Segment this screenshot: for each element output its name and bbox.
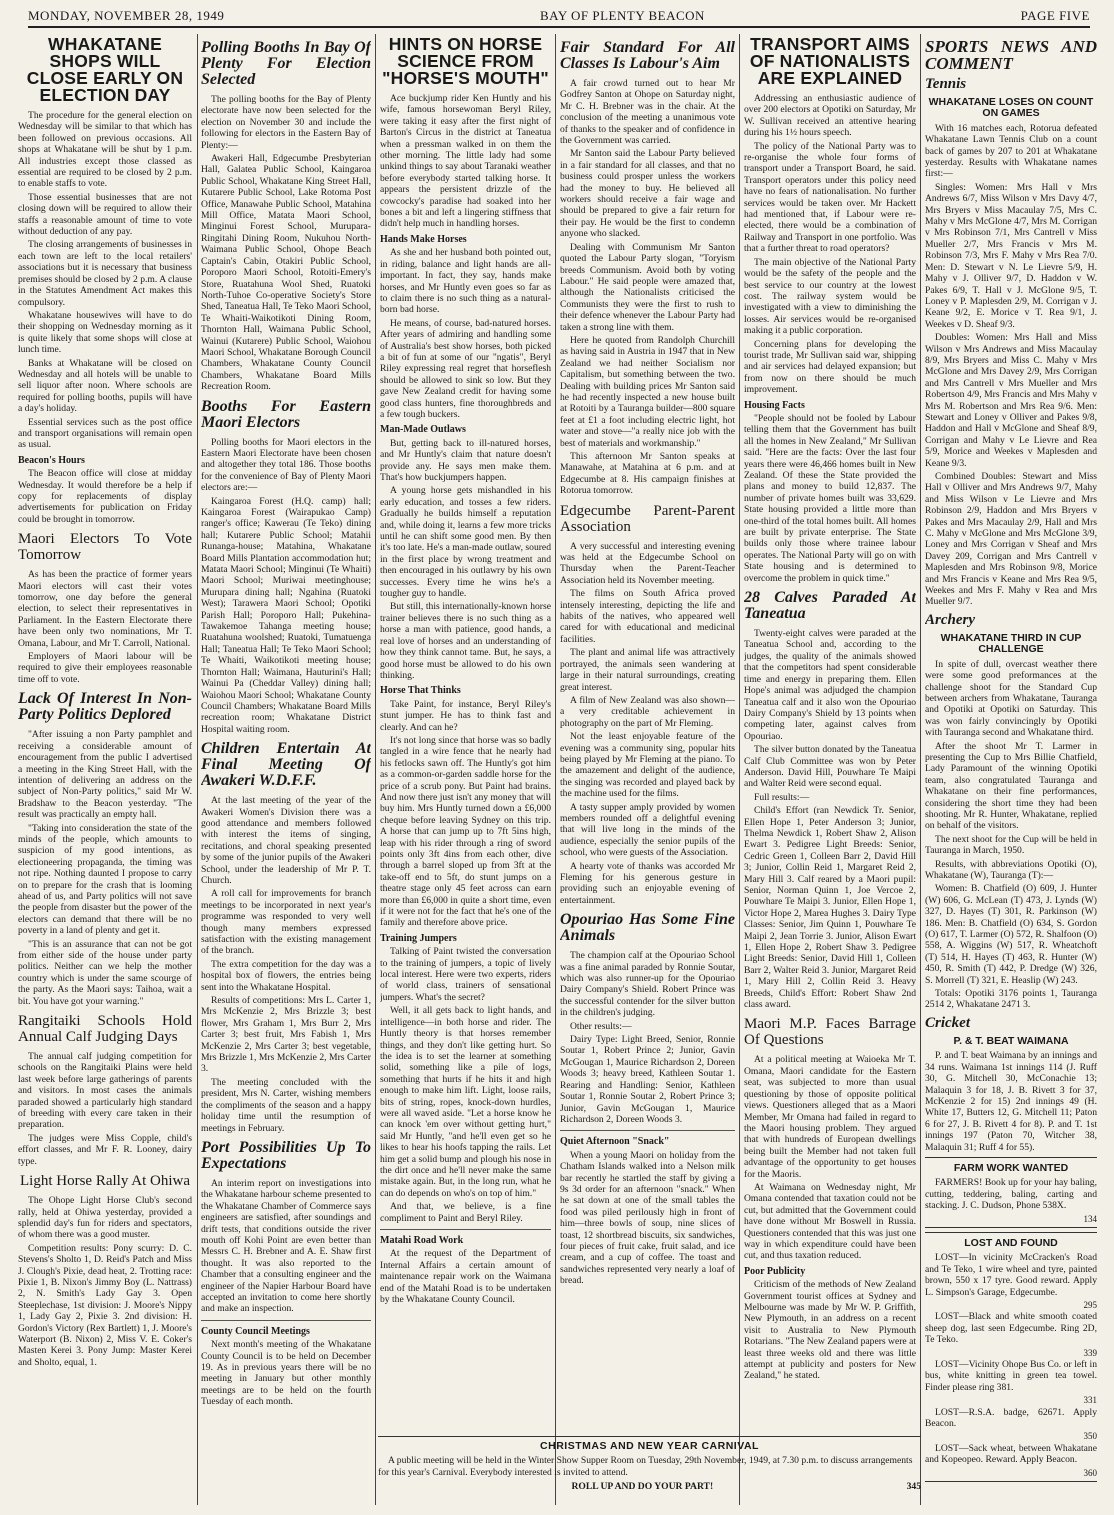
article-paragraph: Next month's meeting of the Whakatane County Council is to be held on December 19. As in previous years there will be no meeting in January but other monthly meetings are to be held on the fourth Tuesday of each month. [201, 1339, 371, 1408]
subheading: Man-Made Outlaws [380, 424, 466, 436]
article-paragraph: When a young Maori on holiday from the Chatham Islands walked into a Nelson milk bar recently he startled the staff by giving a 9s 3d order for an afternoon "snack." When he sat down at one of the small tables the food was piled perilously high in front of him—three bowls of soup, nine slices of toast, 12 shortbread biscuits, six sandwiches, four pieces of fruit cake, fruit salad, and ice cream, and a cup of coffee. The toast and sandwiches represented very nearly a loaf of bread. [560, 1149, 735, 1287]
article-paragraph: The closing arrangements of businesses in each town are left to the local retailers' associations but it is necessary that business premises should be closed by 2 p.m. A clause in the Statutes Amendment Act makes this compulsory. [18, 239, 192, 308]
article-paragraph: But, getting back to ill-natured horses, and Mr Huntly's claim that nature doesn't provide any. He says men make them. That's how buckjumpers happen. [380, 437, 551, 483]
article-headline: Fair Standard For All Classes Is Labour's Aim [560, 39, 735, 72]
article-paragraph: Twenty-eight calves were paraded at the Taneatua School and, according to the judges, the quality of the animals showed that the competitors had spent considerable time and energy in preparing them. Ellen Hope's animal was adjudged the champion Taneatua calf and it also won the Opouriao Dairy Company's Shield by 13 points when competing later, against calves from Opouriao. [744, 628, 916, 742]
article-headline: Opouriao Has Some Fine Animals [560, 911, 735, 945]
article-paragraph: At a political meeting at Waioeka Mr T. Omana, Maori candidate for the Eastern seat, was subjected to more than usual questioning by those of opposite political views. Questioners alleged that as a Maori Member, Mr Omana had failed in regard to the Maori housing problem. They argued that with hundreds of European dwellings being built the Member had not taken full advantage of the opportunity to get houses for the Maoris. [744, 1054, 916, 1180]
article-paragraph: Results of competitions: Mrs L. Carter 1, Mrs McKenzie 2, Mrs Brizzle 3; best flower, Mrs Graham 1, Mrs Burr 2, Mrs Carter 3; best fruit, Mrs Fabish 1, Mrs McKenzie 2, Mrs Carter 3; best vegetable, Mrs Brizzle 1, Mrs McKenzie 2, Mrs Carter 3. [201, 995, 371, 1075]
article-paragraph: Kaingaroa Forest (H.Q. camp) hall; Kaingaroa Forest (Wairapukao Camp) ranger's office; Kawerau (Te Teko) dining hall; Kutarere Public School; Matahii Runanga-house; Matahina, Whakatane Board Mills Plantation accommodation hut; Matata Maori School; Minginui (Te Whaiti) Maori School; Muriwai meetinghouse; Murupara dining hall; Ngahina (Ruatoki West); Tarawera Maori School; Opotiki Parish Hall; Poroporo Hall; Pukehina-Tawakemoe Tahanga meeting house; Ruatahuna woolshed; Ruatoki, Tumatuenga Hall; Taneatua Hall; Te Teko Maori School; Te Whaiti, Waikotikoti meeting house; Thornton Hall; Waimana, Hauturini's Hall; Wainui Pa (Cheddar Valley) dining hall; Waiohou Maori School; Whakatane County Council Chambers; Whakatane Board Mills recreation room; Whakatane District Hospital waiting room. [201, 495, 371, 735]
article-paragraph: Competition results: Pony scurry: D. C. Stevens's Sholto 1, D. Reid's Patch and Miss J. Clough's Pixie, dead heat, 2. Trotting race: Pixie 1, B. Nixon's Jimmy Boy (L. Nattrass) 2, N. Smith's Lady Gay 3. Open Steeplechase, 1st division: J. Moore's Nippy 1, Lady Gay 2, Pixie 3. 2nd division: H. Gordon's Victory (Rex Bartlett) 1, J. Moore's Waterport (B. Nixon) 2, Miss V. E. Coker's Masten Kerei 3. Pony Jump: Master Kerei and Sholto, equal, 1. [18, 1242, 192, 1368]
paper-name: BAY OF PLENTY BEACON [539, 8, 705, 23]
article-paragraph: With 16 matches each, Rotorua defeated Whakatane Lawn Tennis Club on a count back of games by 207 to 201 at Whakatane yesterday. Results with Whakatane names first:— [925, 122, 1097, 180]
article-paragraph: Talking of Paint twisted the conversation to the training of jumpers, a topic of lively local interest. Here were two experts, riders of world class, trainers of sensational jumpers. What's the secret? [380, 946, 551, 1003]
article-paragraph: This afternoon Mr Santon speaks at Manawahe, at Matahina at 6 p.m. and at Edgecumbe at 8. His campaign finishes at Rotorua tomorrow. [560, 451, 735, 497]
article-paragraph: The Ohope Light Horse Club's second rally, held at Ohiwa yesterday, provided a splendid day's fun for riders and spectators, of whom there was a good muster. [18, 1195, 192, 1241]
article-paragraph: A tasty supper amply provided by women members rounded off a delightful evening that will live long in the minds of the audience, especially the senior pupils of the school, who were guests of the Association. [560, 801, 735, 859]
article-paragraph: Singles: Women: Mrs Hall v Mrs Andrews 6/7, Miss Wilson v Mrs Davy 4/7, Mrs Bryers v Miss Macaulay 7/5, Mrs C. Mahy v Mrs McGlone 4/7, Mrs M. Corrigan v Mrs Robinson 7/1, Mrs Cantrell v Miss Mueller 2/7, Mrs Francis v Mrs M. Robinson 7/3, Mrs F. Mahy v Mrs Rea 7/0. Men: D. Stewart v N. Le Lievre 5/9, H. Mahy v J. Olliver 9/7, D. Haddon v W. Pakes 6/9, T. Hall v J. McGlone 9/5, T. Loney v P. Maplesden 2/9, M. Corrigan v J. Keane 9/2, E. Morice v T. Rea 9/1, J. Weekes v D. Sheaf 9/3. [925, 181, 1097, 330]
article-headline: 28 Calves Paraded At Taneatua [744, 589, 916, 623]
page-number: PAGE FIVE [1020, 8, 1090, 23]
article-headline: Light Horse Rally At Ohiwa [20, 1173, 190, 1190]
article-headline: Polling Booths In Bay Of Plenty For Election Selected [201, 39, 371, 88]
column-5 [744, 34, 916, 1505]
ad-ref: 295 [1083, 1300, 1097, 1310]
article-paragraph: The plant and animal life was attractively portrayed, the animals seen wandering at large in their natural surroundings, creating great interest. [560, 647, 735, 693]
article-paragraph: A roll call for improvements for branch meetings to be incorporated in next year's programme was responded to very well though many members expressed satisfaction with the existing management of the branch. [201, 888, 371, 957]
divider [560, 1130, 735, 1131]
ad-heading: FARM WORK WANTED [953, 1161, 1069, 1174]
article-paragraph: The Beacon office will close at midday Wednesday. It would therefore be a help if copy for replacements of display advertisements for publication on Friday could be brought in tomorrow. [18, 468, 192, 525]
article-paragraph: A young horse gets mishandled in his early education, and tosses a few riders. Gradually he builds himself a reputation and, while doing it, learns a few more tricks until he can shift some good men. By then it's too late. He's a man-made outlaw, soured in the first place by wrong treatment and then encouraged in his outlawry by his own successes. Every time he wins he's a tougher guy to handle. [380, 485, 551, 600]
article-paragraph: A very successful and interesting evening was held at the Edgecumbe School on Thursday when the Parent-Teacher Association held its November meeting. [560, 540, 735, 586]
article-paragraph: Take Paint, for instance, Beryl Riley's stunt jumper. He has to think fast and clearly. And can he? [380, 698, 551, 733]
column-rule [920, 34, 921, 1505]
divider [201, 1320, 371, 1321]
article-paragraph: The meeting concluded with the president, Mrs N. Carter, wishing members the compliments of the season and a happy holiday time until the resumption of meetings in February. [201, 1076, 371, 1134]
article-paragraph: Essential services such as the post office and transport organisations will remain open as usual. [18, 416, 192, 451]
article-paragraph: The annual calf judging competition for schools on the Rangitaiki Plains were held last week before large gatherings of parents and visitors. In most cases the animals paraded showed a particularly high standard of breeding with every care taken in their preparation. [18, 1051, 192, 1131]
article-headline: Lack Of Interest In Non-Party Politics Deplored [18, 690, 192, 724]
article-paragraph: Addressing an enthusiastic audience of over 200 electors at Opotiki on Saturday, Mr W. Sullivan received an attentive hearing during his 1½ hours speech. [744, 93, 916, 139]
article-paragraph: Whakatane housewives will have to do their shopping on Wednesday morning as it is quite likely that some shops will close at lunch time. [18, 309, 192, 356]
article-headline: Rangitaiki Schools Hold Annual Calf Judging Days [18, 1013, 192, 1046]
classified-ad [925, 1232, 1097, 1482]
section-heading: SPORTS NEWS AND COMMENT [925, 37, 1097, 73]
article-paragraph: The champion calf at the Opouriao School was a fine animal paraded by Ronnie Soutar, which was also runner-up for the Opouriao Dairy Company's Shield. Robert Prince was the successful contender for the silver button in the children's judging. [560, 950, 735, 1019]
article-headline: Booths For Eastern Maori Electors [201, 397, 371, 431]
article-paragraph: A hearty vote of thanks was accorded Mr Fleming for his generous gesture in providing such an enjoyable evening of entertainment. [560, 860, 735, 906]
article-paragraph: The main objective of the National Party would be the safety of the people and the best service to our country at the lowest cost. The railway system would be investigated with a view to diminishing the losses. Air services would be re-organised making it a public corporation. [744, 256, 916, 337]
article-paragraph: In spite of dull, overcast weather there were some good preformances at the challenge shoot for the Standard Cup between archers from Whakatane, Tauranga and Opotiki at Opotiki on Saturday. This was won fairly convincingly by Opotiki with Tauranga second and Whakatane third. [925, 658, 1097, 739]
article-paragraph: It's not long since that horse was so badly tangled in a wire fence that he nearly had his fetlocks sawn off. The Huntly's got him as a common-or-garden saddle horse for the price of a scrub pony. But Paint had brains. And now there just isn't any money that will buy him. Mrs Huntly turned down a £6,000 cheque before leaving Sydney on this trip. A horse that can jump up to 7ft 5ins high, leap with his rider through a ring of sword points only 3ft 4ins from each other, dive through a barrel sloped up from 3ft at the take-off end to 5ft, do stunt jumps on a theatre stage only 45 feet across can earn more than £6,000 in quite a short time, even if it were not for the fact that he's one of the family and therefore above price. [380, 734, 551, 929]
article-headline: TRANSPORT AIMS OF NATIONALISTS ARE EXPLAINED [749, 34, 911, 88]
article-paragraph: Banks at Whakatane will be closed on Wednesday and all hotels will be unable to sell liquor after noon. Where schools are required for polling booths, pupils will have a day's holiday. [18, 357, 192, 415]
article-paragraph: Doubles: Women: Mrs Hall and Miss Wilson v Mrs Andrews and Miss Macaulay 8/9, Mrs Bryers and Miss C. Mahy v Mrs McGlone and Mrs Davey 2/9, Mrs Corrigan and Mrs Cantrell v Mrs Mueller and Mrs Robertson 4/9, Mrs Francis and Mrs Mahy v Mrs M. Robertson and Mrs Rea 9/6. Men: Stewart and Loney v Olliver and Pakes 9/8, Haddon and Hall v McGlone and Sheaf 8/9, Corrigan and Mahy v Le Lievre and Rea 5/9, Morice and Weekes v Maplesden and Keane 9/3. [925, 332, 1097, 469]
article-paragraph: "After issuing a non Party pamphlet and receiving a considerable amount of encouragement from the public I advertised a meeting in the King Street Hall, with the intention of delivering an address on the subject of Non-Party politics," said Mr W. Bradshaw to the Beacon yesterday. "The result was practically an empty hall. [18, 729, 192, 821]
ad-text: LOST—Black and white smooth coated sheep dog, last seen Edgecumbe. Ring 2D, Te Teko. [925, 1311, 1097, 1346]
notice-footer [378, 1481, 921, 1492]
column-rule [739, 34, 740, 1505]
ad-heading: LOST AND FOUND [964, 1236, 1058, 1249]
issue-date: MONDAY, NOVEMBER 28, 1949 [28, 8, 225, 23]
article-paragraph: Child's Effort (ran Newdick Tr. Senior, Ellen Hope 1, Peter Anderson 3; Junior, Thelma Newdick 1, Robert Shaw 2, Alison Ewart 3. Pedigree Light Breeds: Senior, Cedric Green 1, Colleen Barr 2, David Hill 3; Junior, Collin Reid 1, Margaret Reid 2, Mary Hill 3. Calf reared by a Maori pupil: Senior, Norman Quinn 1, Joe Vercoe 2, Pouwhare Te Maipi 3. Junior, Ellen Hope 1, Victor Hope 2, Marea Hughes 3. Dairy Type Classes: Senior, Jim Quinn 1, Pouwhare Te Maipi 2, Jean Torrie 3. Junior, Alison Ewart 1, Ellen Hope 2, Robert Shaw 3. Pedigree Light Breeds: Senior, David Hill 1, Colleen Barr 2, Walter Reid 3. Junior, Margaret Reid 1, Mary Hill 2, Collin Reid 3. Heavy Breeds, Child's Effort: Robert Shaw 2nd class award. [744, 805, 916, 1011]
article-paragraph: Here he quoted from Randolph Churchill as having said in Austria in 1947 that in New Zealand we had neither Socialism nor Capitalism, but something between the two. Dealing with building prices Mr Santon said he had recently inspected a new house built at Rotoiti by a Tauranga builder—800 square feet at £1 a foot including electric light, hot water and stove—"a really nice job with the best of materials and workmanship." [560, 334, 735, 449]
article-paragraph: The next shoot for the Cup will be held in Tauranga in March, 1950. [925, 833, 1097, 857]
ad-ref: 331 [1083, 1395, 1097, 1406]
article-headline: Maori M.P. Faces Barrage Of Questions [744, 1016, 916, 1049]
sport-heading: Tennis [925, 76, 967, 92]
article-paragraph: Combined Doubles: Stewart and Miss Hall v Olliver and Mrs Andrews 9/7, Mahy and Miss Wilson v Le Lievre and Mrs Robinson 2/9, Haddon and Mrs Bryers v Pakes and Mrs Macaulay 2/9, Hall and Mrs C. Mahy v McGlone and Mrs McGlone 3/9, Loney and Mrs Corrigan v Sheaf and Mrs Davey 209, Corrigan and Mrs Cantrell v Maplesden and Mrs Robinson 9/8, Morice and Mrs Francis v Keane and Mrs Rea 9/5, Weekes and Mrs F. Mahy v Rea and Mrs Mueller 9/7. [925, 471, 1097, 608]
article-paragraph: Polling booths for Maori electors in the Eastern Maori Electorate have been chosen and altogether they total 186. Those booths for the convenience of Bay of Plenty Maori electors are:— [201, 436, 371, 494]
masthead [28, 8, 1090, 28]
article-headline: WHAKATANE SHOPS WILL CLOSE EARLY ON ELECTION DAY [26, 34, 184, 105]
article-paragraph: Well, it all gets back to light hands, and intelligence—in both horse and rider. The Huntly theory is that horses remember things, and they don't like getting hurt. So the idea is to set the learner at something solid, something like a pile of logs, something that hurts if he hits it and high enough to make him lift. Light, loose rails, bits of string, ropes, knock-down hurdles, were all waved aside. "Let a horse know he can knock 'em over without getting hurt," said Mr Huntly, "and he'll even get so he likes to hear his hoofs tapping the rails. Let him get a solid bump and plough his nose in the dirt once and he'll never make the same mistake again. But, in the long run, what he can do depends on who's on top of him." [380, 1005, 551, 1199]
column-3 [380, 34, 551, 1505]
article-paragraph: Dairy Type: Light Breed, Senior, Ronnie Soutar 1, Robert Prince 2; Junior, Gavin McGougan 1, Maurice Richardson 2, Doreen Woods 3; heavy breed, Kathleen Soutar 1. Rearing and Handling: Senior, Kathleen Soutar 1, Ronnie Soutar 2, Robert Prince 3; Junior, Gavin McGougan 1, Maurice Richardson 2, Doreen Woods 3. [560, 1034, 735, 1125]
sport-heading: Archery [925, 611, 975, 628]
article-paragraph: Employers of Maori labour will be required to give their employees reasonable time off to vote. [18, 651, 192, 685]
ad-ref: 134 [1083, 1213, 1097, 1224]
article-paragraph: Ace buckjump rider Ken Huntly and his wife, famous horsewoman Beryl Riley, were taking it easy after the first night of Barton's Circus in the district at Taneatua when a pressman walked in on them the other morning. The little lady had some unkind things to say about Taranaki weather before everybody started talking horse. It appears the persistent drizzle of the cowcocky's paradise had soaked into her bones a bit and left a lingering stiffness that didn't help much in handling horses. [380, 93, 551, 230]
subheading: Training Jumpers [380, 932, 457, 944]
subheading: Beacon's Hours [18, 454, 85, 466]
article-paragraph: Mr Santon said the Labour Party believed in a fair standard for all classes, and that no business could prosper unless the workers had the money to buy. He believed all workers should receive a fair wage and should be prepared to give a fair return for their pay. He would be the first to condemn anyone who slacked. [560, 148, 735, 240]
subheading: County Council Meetings [201, 1325, 310, 1337]
article-paragraph: The judges were Miss Copple, child's effort classes, and Mr F. R. Looney, dairy type. [18, 1132, 192, 1167]
article-paragraph: As has been the practice of former years Maori electors will cast their votes tomorrow, one day before the general election, to select their representatives in Parliament. In the Eastern Electorate there have been only two nominations, Mr T. Omana, Labour, and Mr T. Carroll, National. [18, 569, 192, 649]
article-paragraph: "Taking into consideration the state of the minds of the people, which amounts to suspicion of my good intentions, as electioneering propaganda, the timing was not ripe. Nothing daunted I propose to carry on to prepare for the crash that is looming ahead of us, and Party politics will not save the people from disaster but the power of the electors can demand that there will be no poverty in a land of plenty and get it. [18, 822, 192, 937]
notice-ref: 345 [906, 1481, 921, 1493]
notice-text: A public meeting will be held in the Winter Show Supper Room on Tuesday, 29th November, 1949, at 7.30 p.m. to discuss arrangements for this year's Carnival. Everybody interested is invited to attend. [378, 1455, 913, 1478]
classified-ad [925, 1157, 1097, 1228]
subheading: Matahi Road Work [380, 1235, 464, 1246]
article-headline: HINTS ON HORSE SCIENCE FROM "HORSE'S MOUTH" [382, 34, 549, 88]
column-rule [197, 34, 198, 1505]
article-paragraph: After the shoot Mr T. Larmer in presenting the Cup to Mrs Billie Chatfield, Lady Paramount of the winning Opotiki team, also congratulated Tauranga and Whakatane on their fine performances, considering the short time they had been shooting. Mr R. Hunter, Whakatane, replied on behalf of the visitors. [925, 740, 1097, 832]
ad-ref: 339 [1083, 1347, 1097, 1358]
column-4 [560, 34, 735, 1505]
article-paragraph: P. and T. beat Waimana by an innings and 34 runs. Waimana 1st innings 114 (J. Ruff 30, G. Mitchell 30, McConachie 13; Malaquin 3 for 18, J. B. Rivett 3 for 37, McKenzie 2 for 15) 2nd innings 49 (H. White 17, Butters 12, G. Mitchell 11; Paton 6 for 27, J. B. Rivett 4 for 8). P. and T. 1st innings 197 (Paton 70, Witcher 38, Malaquin 31; Ruff 4 for 55). [925, 1050, 1097, 1153]
article-paragraph: Awakeri Hall, Edgecumbe Presbyterian Hall, Galatea Public School, Kaingaroa Public School, Whakatane King Street Hall, Kutarere Public School, Lake Rotoma Post Office, Manawahe Public School, Matahina Mill Office, Matata Maori School, Minginui Forest School, Murupara-Ringitahi Dining Room, Nukuhou North-Waimana Public School, Ohope Beach Captain's Cabin, Otakiri Public School, Poroporo Maori School, Rotoiti-Emery's Store, Ruatahuna Wool Shed, Ruatoki North-Tuhoe Co-operative Society's Store Shed, Taneatua Hall, Te Teko Maori School, Te Whaiti-Waikotikoti Dining Room, Thornton Hall, Waimana Public School, Wainui (Kutarere) Public School, Waiohou Maori School, Whakatane Borough Council Chambers, Whakatane County Council Chambers, Whakatane Board Mills Recreation Room. [201, 153, 371, 393]
article-paragraph: An interim report on investigations into the Whakatane harbour scheme presented to the Whakatane Chamber of Commerce says engineers are satisfied, after soundings and drift tests, that conditions outside the river mouth off Kohi Point are even better than Messrs C. H. Brebner and A. E. Shaw first thought. It was also reported to the Chamber that a consulting engineer and the engineer of the Napier Harbour Board have accepted an invitation to come here shortly and make an inspection. [201, 1177, 371, 1315]
subheading: Hands Make Horses [380, 233, 467, 245]
divider [380, 1229, 551, 1230]
article-paragraph: At the last meeting of the year of the Awakeri Women's Division there was a good attendance and members followed with interest the items of singing, recitations, and choral speaking presented by some of the junior pupils of the Awakeri School, under the leadership of Mr P. T. Church. [201, 795, 371, 886]
column-1 [18, 34, 192, 1505]
ad-ref: 350 [1083, 1431, 1097, 1442]
article-paragraph: The films on South Africa proved intensely interesting, depicting the life and habits of the natives, who appeared well cared for with educational and medicinal facilities. [560, 588, 735, 645]
article-paragraph: Not the least enjoyable feature of the evening was a community sing, popular hits being played by Mr Fleming at the piano. To the amazement and delight of the audience, the singing was recorded and played back by the machine used for the films. [560, 731, 735, 800]
article-paragraph: The polling booths for the Bay of Plenty electorate have now been selected for the election on November 30 and include the following for electors in the Eastern Bay of Plenty:— [201, 94, 371, 151]
subheading: Quiet Afternoon "Snack" [560, 1136, 670, 1148]
article-headline: Edgecumbe Parent-Parent Association [560, 502, 735, 535]
carnival-notice [378, 1436, 921, 1515]
ad-text: LOST—In vicinity McCracken's Road and Te Teko, 1 wire wheel and tyre, painted brown, 550 x 17 tyre. Good reward. Apply L. Simpson's Garage, Edgecumbe. [925, 1252, 1097, 1298]
article-paragraph: Totals: Opotiki 3176 points 1, Tauranga 2514 2, Whakatane 2471 3. [925, 988, 1097, 1011]
article-paragraph: Dealing with Communism Mr Santon quoted the Labour Party slogan, "Toryism breeds Communism. Avoid both by voting Labour." He said people were amazed that, although the Nationalists criticised the Communists they were the first to rush to their defence whenever the Labour Party had taken a strong line with them. [560, 241, 735, 333]
ad-text: FARMERS! Book up for your hay baling, cutting, teddering, baling, carting and stacking. J. C. Dudson, Phone 538X. [925, 1177, 1097, 1212]
ad-ref: 360 [1083, 1467, 1097, 1478]
article-paragraph: Results, with abbreviations Opotiki (O), Whakatane (W), Tauranga (T):— [925, 858, 1097, 881]
article-paragraph: But still, this internationally-known horse trainer believes there is no such thing as a horse a man with patience, good hands, a real love of horses and an understanding of how they think cannot tame. But, he says, a good horse must be allowed to do his own thinking. [380, 601, 551, 681]
article-paragraph: Women: B. Chatfield (O) 609, J. Hunter (W) 606, G. McLean (T) 473, J. Lynds (W) 327, D. Hayes (T) 301, R. Parkinson (W) 186. Men: B. Chatfield (O) 634, S. Gordon (O) 617, T. Larmer (O) 572, R. Shalfoon (O) 558, A. Wiggins (W) 517, R. Wheatchoft (T) 514, H. Hayes (T) 463, R. Hunter (W) 450, R. Smith (T) 442, P. Dredge (W) 326, S. Morrell (T) 321, E. Heaslip (W) 243. [925, 883, 1097, 986]
article-paragraph: Other results:— [570, 1020, 632, 1032]
article-headline: WHAKATANE THIRD IN CUP CHALLENGE [940, 631, 1082, 656]
sport-heading: Cricket [925, 1014, 970, 1031]
article-paragraph: "This is an assurance that can not be got from either side of the house under party politics. Neither can we help the mother country which is under the same scourge of the party. As the Maori says: Taihoa, wait a bit. You have got your warning." [18, 938, 192, 1007]
article-paragraph: The extra competition for the day was a hospital box of flowers, the entries being sent into the Whakatane Hospital. [201, 958, 371, 993]
article-paragraph: As she and her husband both pointed out, in riding, balance and light hands are all-important. In fact, they say, hands make horses, and Mr Huntly even goes so far as to claim there is no such thing as a natural-born bad horse. [380, 247, 551, 316]
article-paragraph: The silver button donated by the Taneatua Calf Club Committee was won by Peter Anderson. David Hill, Pouwhare Te Maipi and Walter Reid were second equal. [744, 744, 916, 790]
article-paragraph: He means, of course, bad-natured horses. After years of admiring and handling some of Australia's best show horses, both picked a bit of fun at some of our "ngatis", Beryl Riley expressing real regret that horseflesh should be allowed to sink so low. But they gave New Zealand credit for having some good class hunters, fine thoroughbreds and a few tough buckers. [380, 317, 551, 420]
subheading: Horse That Thinks [380, 685, 461, 697]
article-paragraph: At Waimana on Wednesday night, Mr Omana contended that taxation could not be cut, but admitted that the Government could have done without Mr Boswell in Russia. Questioners contended that this was just one way in which expenditure could have been cut, and thus taxation reduced. [744, 1181, 916, 1262]
article-paragraph: "People should not be fooled by Labour telling them that the Government has built all the homes in New Zealand," Mr Sullivan said. "Here are the facts: Over the last four years there were 46,466 homes built in New Zealand. Of these the State provided the plans and money to build 12,837. The number of private homes built was 33,629. State housing provided a little more than one-third of the total homes built. All homes are built by private enterprise. The State builds only those where trainee labour operates. The National Party will go on with State housing and is determined to overcome the problem in quick time." [744, 412, 916, 584]
ad-text: LOST—R.S.A. badge, 62671. Apply Beacon. [925, 1406, 1097, 1430]
column-rule [375, 34, 376, 1505]
article-headline: Children Entertain At Final Meeting Of Awakeri W.D.F.F. [201, 740, 371, 790]
article-headline: P. & T. BEAT WAIMANA [953, 1034, 1069, 1047]
ad-text: LOST—Vicinity Ohope Bus Co. or left in bus, white knitting in green tea towel. Finder please ring 381. [925, 1359, 1097, 1393]
column-2 [201, 34, 371, 1505]
article-headline: Maori Electors To Vote Tomorrow [18, 531, 192, 564]
article-paragraph: The policy of the National Party was to re-organise the whole four forms of transport under a Transport Board, he said. Transport operators under this policy need have no fears of nationalisation. No further services would be taken over. Mr Hackett had mentioned that, if Labour were re-elected, there would be a combination of Railway and Transport in one portfolio. Was that a further threat to road operators? [744, 140, 916, 255]
article-paragraph: Full results:— [754, 791, 810, 803]
subheading: Poor Publicity [744, 1265, 806, 1277]
article-paragraph: Criticism of the methods of New Zealand Government tourist offices at Sydney and Melbourne was made by Mr W. P. Griffith, New Plymouth, in an address on a recent visit to Australia to New Plymouth Rotarians. "The New Zealand papers were at least three weeks old and there was little attempt at publicity and posters for New Zealand," he stated. [744, 1279, 916, 1382]
notice-cta: ROLL UP AND DO YOUR PART! [571, 1481, 714, 1493]
article-paragraph: At the request of the Department of Internal Affairs a certain amount of maintenance repair work on the Waimana end of the Matahi Road is to be undertaken by the Whakatane County Council. [380, 1248, 551, 1306]
article-paragraph: A fair crowd turned out to hear Mr Godfrey Santon at Ohope on Saturday night, Mr C. H. Brebner was in the chair. At the conclusion of the meeting a unanimous vote of thanks to the speaker and of confidence in the Government was carried. [560, 78, 735, 147]
ad-text: LOST—Sack wheat, between Whakatane and Kopeopeo. Reward. Apply Beacon. [925, 1442, 1097, 1466]
column-6 [925, 34, 1097, 1505]
subheading: Housing Facts [744, 399, 805, 411]
article-paragraph: A film of New Zealand was also shown—a very creditable achievement in photography on the part of Mr Fleming. [560, 694, 735, 729]
column-rule [555, 34, 556, 1505]
article-headline: Port Possibilities Up To Expectations [201, 1138, 371, 1172]
notice-title: CHRISTMAS AND NEW YEAR CARNIVAL [540, 1440, 759, 1452]
article-headline: WHAKATANE LOSES ON COUNT ON GAMES [928, 96, 1094, 120]
article-paragraph: The procedure for the general election on Wednesday will be similar to that which has been followed on previous occasions. All shops at Whakatane will be shut by 1 p.m. All industries except those classed as essential are required to be closed by 2 p.m. to enable staffs to vote. [18, 110, 192, 190]
article-paragraph: Those essential businesses that are not closing down will be required to allow their staffs a reasonable amount of time to vote without deduction of any pay. [18, 191, 192, 238]
article-paragraph: And that, we believe, is a fine compliment to Paint and Beryl Riley. [380, 1201, 551, 1224]
article-paragraph: Concerning plans for developing the tourist trade, Mr Sullivan said war, shipping and air services had delayed expansion; but from now on there should be much improvement. [744, 338, 916, 396]
